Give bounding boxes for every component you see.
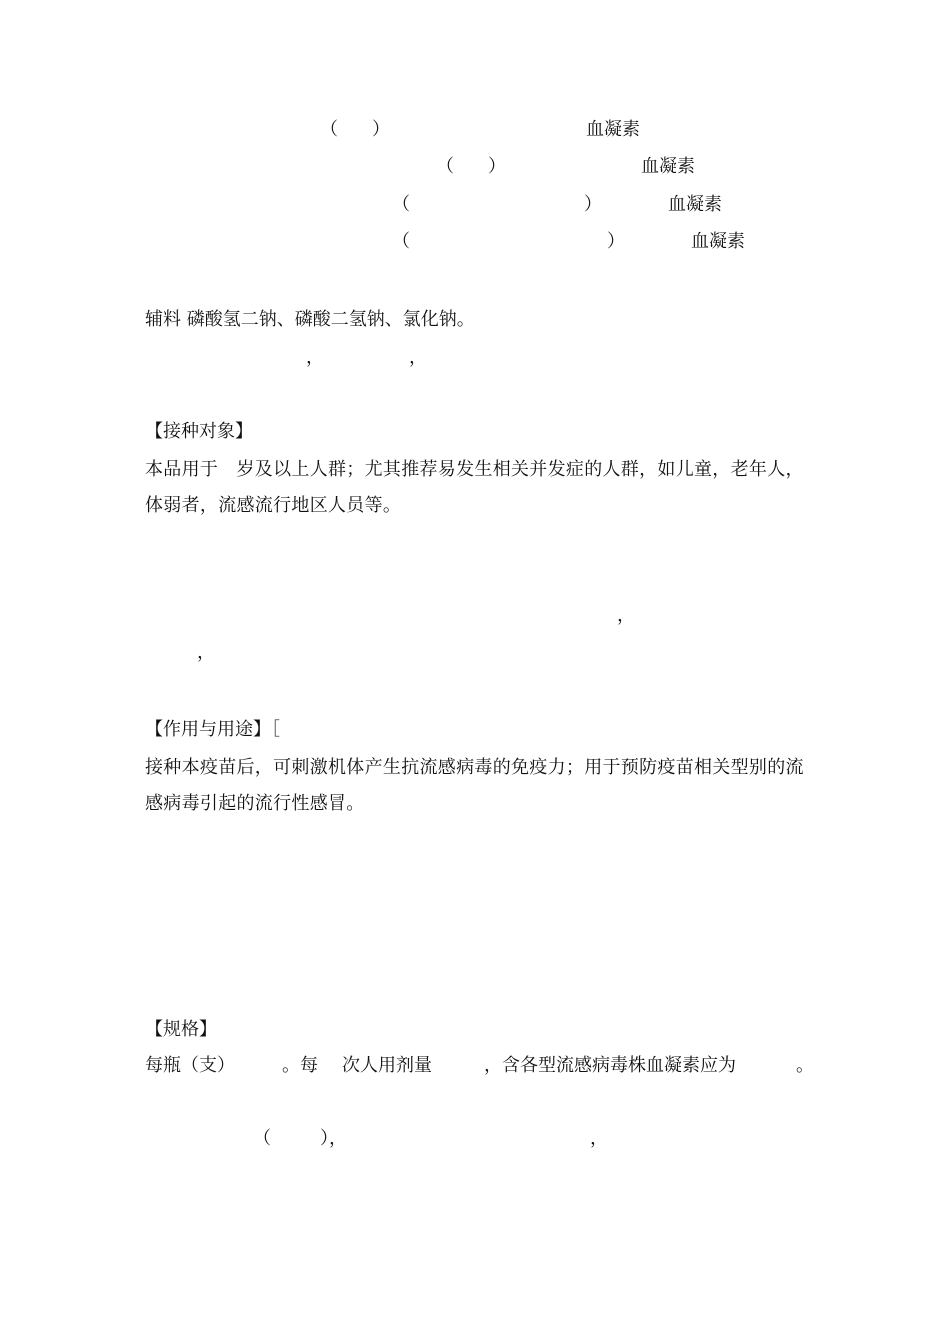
purpose-body: 接种本疫苗后，可刺激机体产生抗流感病毒的免疫力；用于预防疫苗相关型别的流感病毒引起的流行性感冒。 <box>145 757 804 814</box>
comma: ， <box>197 642 215 663</box>
hemagglutinin-label: 血凝素 <box>691 231 745 252</box>
purpose-heading: 【作用与用途】［ <box>145 719 280 740</box>
spec-vial-label: 每瓶（支） <box>145 1055 235 1076</box>
open-paren: （ <box>436 156 454 177</box>
comma: ， <box>306 347 324 368</box>
close-paren: ） <box>488 156 506 177</box>
hemagglutinin-label: 血凝素 <box>641 156 695 177</box>
specification-heading: 【规格】 <box>145 1019 217 1040</box>
recipients-body: 本品用于 岁及以上人群；尤其推荐易发生相关并发症的人群，如儿童，老年人，体弱者，流感流行地区人员等。 <box>145 459 804 516</box>
hemagglutinin-label: 血凝素 <box>586 119 640 140</box>
spec-per-label: 。每 <box>282 1055 318 1076</box>
close-paren-comma: ）， <box>320 1128 347 1149</box>
open-paren: （ <box>320 119 338 140</box>
close-paren: ） <box>607 231 625 252</box>
close-paren: ） <box>372 119 390 140</box>
excipients-text: 辅料 磷酸氢二钠、磷酸二氢钠、氯化钠。 <box>145 309 475 330</box>
spec-period: 。 <box>796 1055 814 1076</box>
comma: ， <box>409 347 427 368</box>
spec-dose-label: 次人用剂量 <box>342 1055 432 1076</box>
close-paren: ） <box>584 194 602 215</box>
comma: ， <box>617 605 635 626</box>
open-paren: （ <box>392 231 410 252</box>
comma: ， <box>590 1128 608 1149</box>
hemagglutinin-label: 血凝素 <box>668 194 722 215</box>
open-paren: （ <box>392 194 410 215</box>
recipients-heading: 【接种对象】 <box>145 421 253 442</box>
spec-hemagglutinin-label: ，含各型流感病毒株血凝素应为 <box>484 1055 736 1076</box>
open-paren: （ <box>253 1128 271 1149</box>
